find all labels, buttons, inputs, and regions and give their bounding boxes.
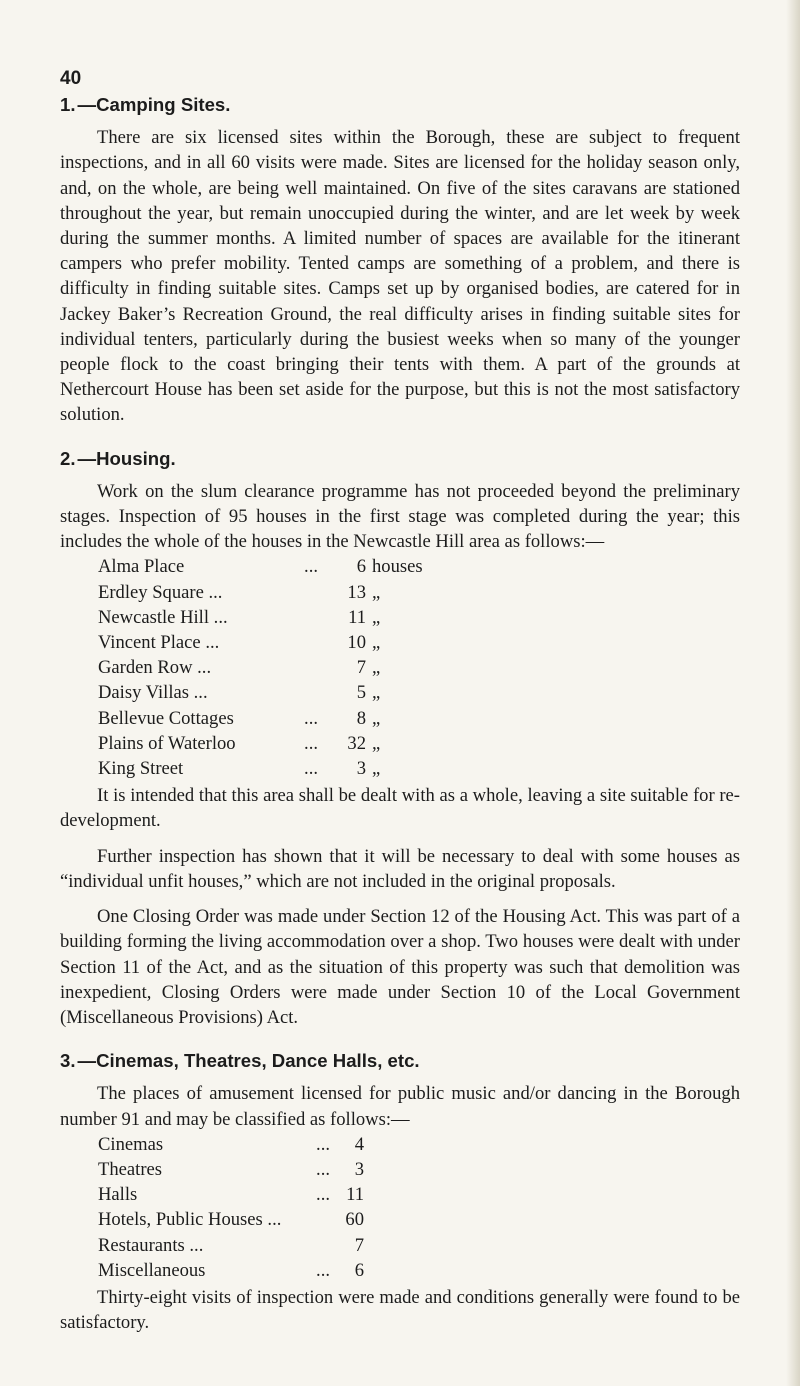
table-row: Restaurants ... 7 bbox=[98, 1234, 364, 1256]
paragraph: One Closing Order was made under Section 12 of the Housing Act. This was part of a building forming the living accommodation over a shop. Two houses were dealt with under Section 11 of the Act, and as the situation of this property was such that demolition was inexpedient, Closing Orders were made under Section 10 of the Local Government (Miscellaneous Provisions) Act. bbox=[60, 906, 740, 1028]
housing-area-table bbox=[98, 554, 452, 781]
page-edge-shadow bbox=[786, 0, 800, 1386]
leader-dots: ... bbox=[316, 1133, 330, 1155]
table-row: Plains of Waterloo ... 32 „ bbox=[98, 731, 452, 756]
leader-dots: ... bbox=[316, 1184, 330, 1206]
amusement-places-table bbox=[98, 1132, 364, 1283]
table-row: Newcastle Hill ... 11 „ bbox=[98, 606, 381, 628]
paragraph: The places of amusement licensed for public music and/or dancing in the Borough number 91 and may be classified as follows:— bbox=[60, 1083, 740, 1130]
table-row: Erdley Square ... 13 „ bbox=[98, 581, 381, 603]
leader-dots: ... bbox=[316, 1259, 330, 1281]
paragraph: It is intended that this area shall be dealt with as a whole, leaving a site suitable for re-development. bbox=[60, 785, 740, 832]
paragraph: Further inspection has shown that it will be necessary to deal with some houses as “individual unfit houses,” which are not included in the original proposals. bbox=[60, 845, 740, 892]
table-row: Cinemas ... 4 bbox=[98, 1132, 364, 1157]
section-camping-sites bbox=[60, 92, 740, 428]
section-housing bbox=[60, 446, 740, 1030]
section-heading: 3. —Cinemas, Theatres, Dance Halls, etc. bbox=[60, 1050, 420, 1072]
table-row: King Street ... 3 „ bbox=[98, 756, 452, 781]
paragraph: Thirty-eight visits of inspection were made and conditions generally were found to be satisfactory. bbox=[60, 1286, 740, 1334]
leader-dots: ... bbox=[304, 758, 318, 780]
leader-dots: ... bbox=[304, 556, 318, 578]
document-body bbox=[60, 92, 740, 1353]
table-row: Bellevue Cottages ... 8 „ bbox=[98, 706, 452, 731]
section-heading: 2. —Housing. bbox=[60, 447, 176, 469]
table-row: Miscellaneous ... 6 bbox=[98, 1258, 364, 1283]
table-row: Halls ... 11 bbox=[98, 1182, 364, 1207]
section-cinemas-theatres bbox=[60, 1048, 740, 1335]
paragraph: There are six licensed sites within the Borough, these are subject to frequent inspections, and in all 60 visits were made. Sites are licensed for the holiday season only, and, on the whole, are being well maintained. On five of the sites caravans are stationed throughout the year, but remain unoccupied during the winter, and are let week by week during the summer months. A limited number of spaces are available for the itinerant campers who prefer mobility. Tented camps are something of a problem, and there is difficulty in finding suitable sites. Camps set up by organised bodies, are catered for in Jackey Baker’s Recreation Ground, the real difficulty arises in finding suitable sites for individual tenters, particularly during the busiest weeks when so many of the younger people flock to the coast bringing their tents with them. A part of the grounds at Nethercourt House has been set aside for the purpose, but this is not the most satisfactory solution. bbox=[60, 127, 740, 426]
table-row: Garden Row ... 7 „ bbox=[98, 657, 381, 679]
leader-dots: ... bbox=[304, 707, 318, 729]
section-heading: 1. —Camping Sites. bbox=[60, 94, 231, 115]
table-row: Vincent Place ... 10 „ bbox=[98, 632, 381, 654]
leader-dots: ... bbox=[316, 1158, 330, 1180]
table-row: Hotels, Public Houses ... 60 bbox=[98, 1209, 364, 1231]
paragraph: Work on the slum clearance programme has not proceeded beyond the preliminary stages. Inspection of 95 houses in the first stage was completed during the year; this includes the whole of the houses in the Newcastle Hill area as follows:— bbox=[60, 480, 740, 553]
table-row: Theatres ... 3 bbox=[98, 1157, 364, 1182]
leader-dots: ... bbox=[304, 732, 318, 754]
table-row: Alma Place ... 6 houses bbox=[98, 554, 452, 579]
table-row: Daisy Villas ... 5 „ bbox=[98, 682, 381, 704]
page-number: 40 bbox=[60, 68, 82, 89]
